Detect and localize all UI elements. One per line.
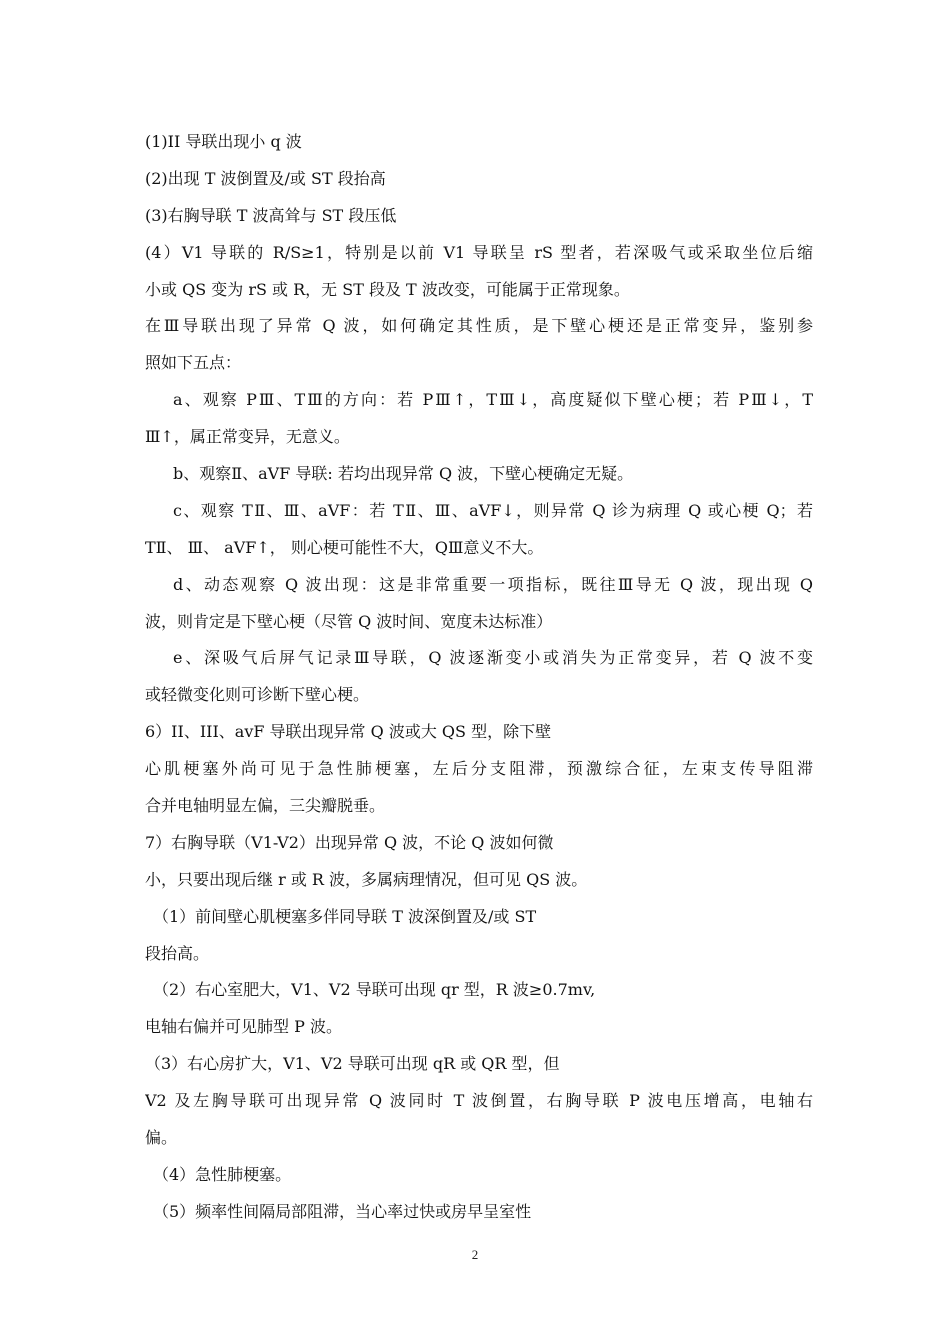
text-line: 或轻微变化则可诊断下壁心梗。 [145,685,370,705]
text-line: (3)右胸导联 T 波高耸与 ST 段压低 [145,205,397,225]
text-line: 7）右胸导联（V1-V2）出现异常 Q 波，不论 Q 波如何微 [145,832,554,852]
text-line: c、观察 TⅡ、Ⅲ、aVF：若 TⅡ、Ⅲ、aVF↓，则异常 Q 诊为病理 Q 或心梗 Q；若 [173,500,813,520]
text-line: 偏。 [145,1128,178,1148]
text-line: 心肌梗塞外尚可见于急性肺梗塞，左后分支阻滞，预激综合征，左束支传导阻滞 [145,759,813,779]
text-line: d、动态观察 Q 波出现：这是非常重要一项指标，既往Ⅲ导无 Q 波，现出现 Q [173,574,813,594]
page-number: 2 [471,1247,479,1262]
text-line: （2）右心室肥大，V1、V2 导联可出现 qr 型，R 波≥0.7mv, [153,980,596,1000]
text-line: 电轴右偏并可见肺型 P 波。 [145,1017,342,1037]
text-line: （3）右心房扩大，V1、V2 导联可出现 qR 或 QR 型，但 [145,1054,560,1074]
text-line: （4）急性肺梗塞。 [153,1164,292,1184]
text-line: e、深吸气后屏气记录Ⅲ导联，Q 波逐渐变小或消失为正常变异，若 Q 波不变 [173,648,813,668]
document-body [145,124,813,1231]
text-line: （5）频率性间隔局部阻滞，当心率过快或房早呈室性 [153,1201,532,1221]
text-line: V2 及左胸导联可出现异常 Q 波同时 T 波倒置，右胸导联 P 波电压增高，电轴右 [145,1091,813,1111]
text-line: 在Ⅲ导联出现了异常 Q 波，如何确定其性质，是下壁心梗还是正常变异，鉴别参 [145,316,813,336]
text-line: 合并电轴明显左偏，三尖瓣脱垂。 [145,796,386,816]
text-line: (1)II 导联出现小 q 波 [145,132,302,151]
text-line: 照如下五点： [145,353,242,373]
text-line: 6）II、III、avF 导联出现异常 Q 波或大 QS 型，除下壁 [145,722,552,742]
text-line: 波，则肯定是下壁心梗（尽管 Q 波时间、宽度未达标准） [145,611,553,631]
text-line: a、观察 PⅢ、TⅢ的方向：若 PⅢ↑，TⅢ↓，高度疑似下壁心梗；若 PⅢ↓，T [173,390,813,410]
text-line: b、观察Ⅱ、aVF 导联: 若均出现异常 Q 波，下壁心梗确定无疑。 [173,464,634,484]
text-line: 段抬高。 [145,943,210,963]
text-line: (2)出现 T 波倒置及/或 ST 段抬高 [145,168,386,188]
text-line: （1）前间壁心肌梗塞多伴同导联 T 波深倒置及/或 ST [153,906,537,926]
text-line: Ⅲ↑，属正常变异，无意义。 [145,427,350,447]
text-line: TⅡ、 Ⅲ、 aVF↑， 则心梗可能性不大，QⅢ意义不大。 [145,537,544,557]
text-line: (4）V1 导联的 R/S≥1，特别是以前 V1 导联呈 rS 型者，若深吸气或采取坐位后缩 [145,242,813,262]
text-line: 小或 QS 变为 rS 或 R，无 ST 段及 T 波改变，可能属于正常现象。 [145,279,630,299]
text-line: 小，只要出现后继 r 或 R 波，多属病理情况，但可见 QS 波。 [145,869,588,889]
